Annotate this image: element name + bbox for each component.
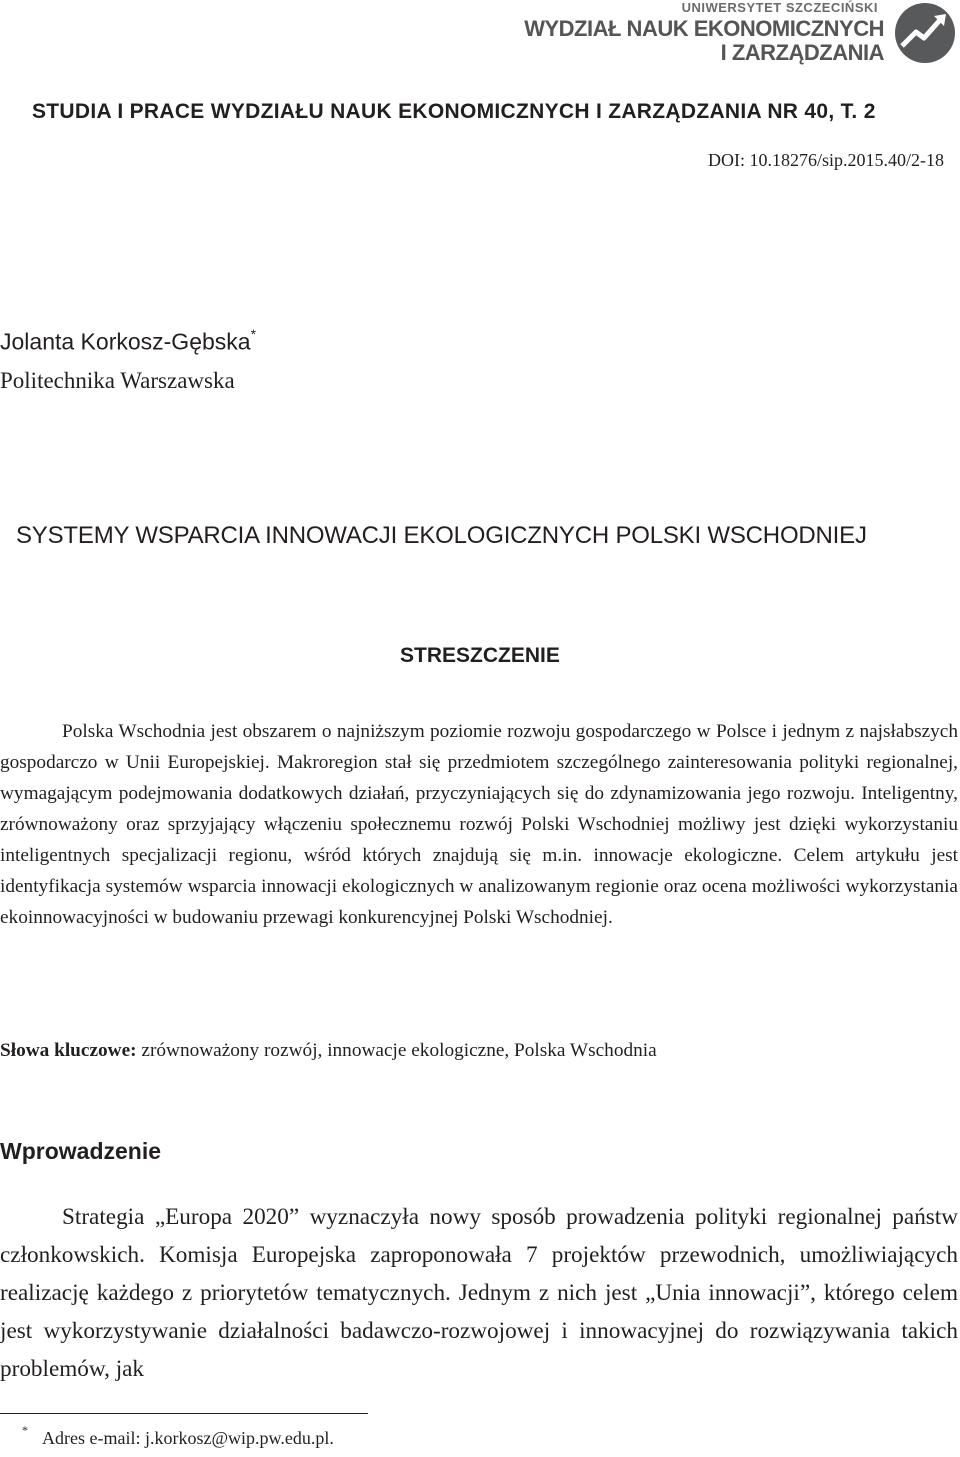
abstract-heading: STRESZCZENIE: [400, 644, 560, 667]
faculty-name-line1: WYDZIAŁ NAUK EKONOMICZNYCH: [524, 16, 884, 41]
trend-arrow-icon: [894, 2, 956, 64]
footnote-text: Adres e-mail: j.korkosz@wip.pw.edu.pl.: [42, 1428, 334, 1448]
abstract: [0, 716, 958, 933]
university-name: UNIWERSYTET SZCZECIŃSKI: [681, 0, 878, 15]
author-name-text: Jolanta Korkosz-Gębska: [0, 328, 251, 355]
keywords: [0, 1040, 657, 1062]
author-footnote-mark: *: [250, 326, 257, 342]
intro: [0, 1198, 958, 1388]
faculty-name-line2: I ZARZĄDZANIA: [720, 40, 884, 65]
keywords-label: Słowa kluczowe:: [0, 1040, 137, 1061]
author-affiliation: Politechnika Warszawska: [0, 368, 235, 393]
journal-title: STUDIA I PRACE WYDZIAŁU NAUK EKONOMICZNYCH I ZARZĄDZANIA NR 40, T. 2: [32, 100, 876, 123]
keywords-text: zrównoważony rozwój, innowacje ekologiczne, Polska Wschodnia: [136, 1040, 657, 1061]
footnote-rule: [0, 1413, 368, 1414]
abstract-text: Polska Wschodnia jest obszarem o najniższym poziomie rozwoju gospodarczego w Polsce i jednym z najsłabszych gospodarczo w Unii Europejskiej. Makroregion stał się przedmiotem szczególnego zainteresowania polityki regionalnej, wymagającym podejmowania dodatkowych działań, przyczyniających się do zdynamizowania jego rozwoju. Inteligentny, zrównoważony oraz sprzyjający włączeniu społecznemu rozwój Polski Wschodniej możliwy jest dzięki wykorzystaniu inteligentnych specjalizacji regionu, wśród których znajdują się m.in. innowacje ekologiczne. Celem artykułu jest identyfikacja systemów wsparcia innowacji ekologicznych w analizowanym regionie oraz ocena możliwości wykorzystania ekoinnowacyjności w budowaniu przewagi konkurencyjnej Polski Wschodniej.: [0, 721, 958, 928]
intro-text: Strategia „Europa 2020” wyznaczyła nowy sposób prowadzenia polityki regionalnej państw członkowskich. Komisja Europejska zaproponowała 7 projektów przewodnich, umożliwiających realizację każdego z priorytetów tematycznych. Jednym z nich jest „Unia innowacji”, którego celem jest wykorzystywanie działalności badawczo-rozwojowej i innowacyjnej do rozwiązywania takich problemów, jak: [0, 1204, 958, 1382]
doi: DOI: 10.18276/sip.2015.40/2-18: [708, 150, 944, 170]
footnote-mark: *: [22, 1423, 28, 1437]
article-title: SYSTEMY WSPARCIA INNOWACJI EKOLOGICZNYCH POLSKI WSCHODNIEJ: [16, 522, 867, 549]
intro-heading: Wprowadzenie: [0, 1138, 162, 1164]
footnote: [22, 1423, 334, 1449]
faculty-logo: [524, 0, 960, 72]
author-name: [0, 328, 256, 356]
